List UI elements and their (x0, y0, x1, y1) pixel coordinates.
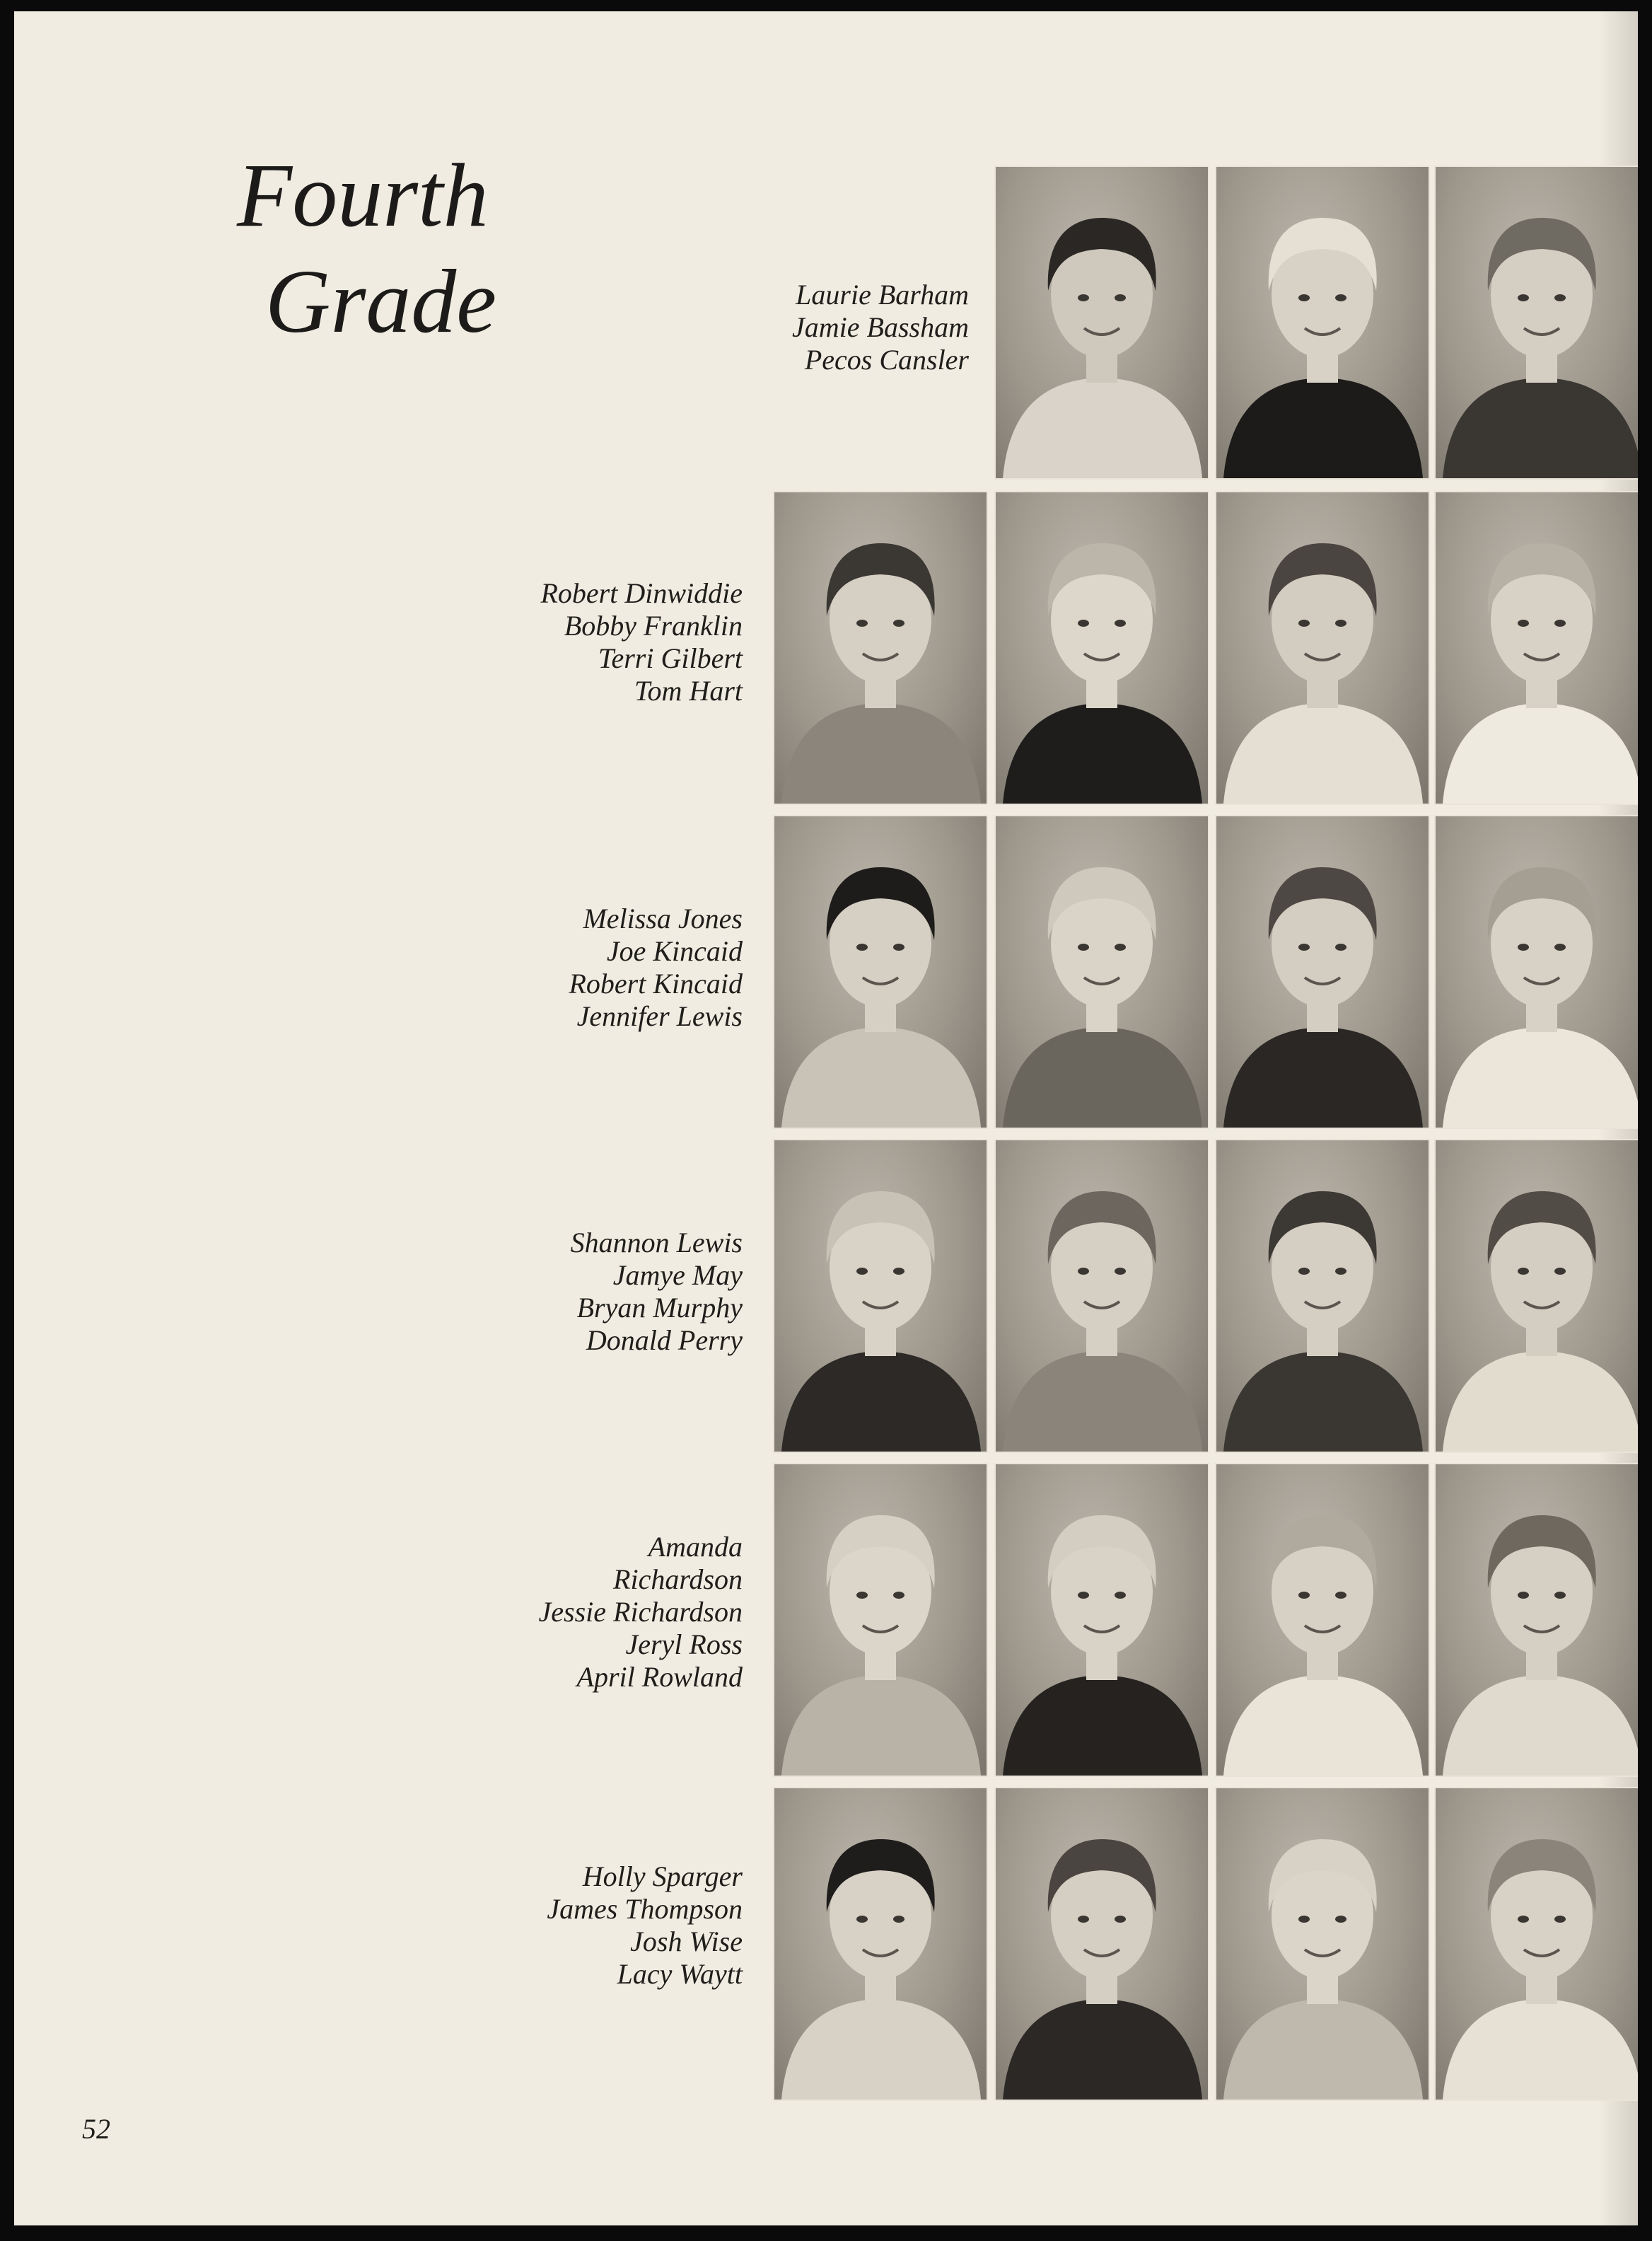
portrait-eye (893, 1916, 904, 1923)
student-portrait (1436, 816, 1638, 1128)
portrait-silhouette (1436, 492, 1638, 804)
portrait-shirt (1443, 1351, 1638, 1452)
portrait-silhouette (1436, 1140, 1638, 1452)
student-portrait (1436, 1788, 1638, 2100)
portrait-silhouette (996, 816, 1208, 1128)
name-list-row-5 (375, 1531, 743, 1693)
portrait-silhouette (1216, 816, 1429, 1128)
student-name: Josh Wise (630, 1926, 743, 1957)
name-list-row-4 (375, 1227, 743, 1357)
student-name: Shannon Lewis (570, 1227, 743, 1258)
portrait-eye (1335, 1916, 1346, 1923)
title-line-2: Grade (265, 251, 497, 352)
student-portrait (1216, 492, 1429, 804)
portrait-shirt (1443, 378, 1638, 478)
portrait-eye (1518, 294, 1529, 301)
portrait-shirt (1003, 1999, 1202, 2100)
portrait-eye (1298, 1916, 1310, 1923)
portrait-eye (1298, 944, 1310, 951)
portrait-silhouette (1436, 1788, 1638, 2100)
student-name: Jamye May (612, 1259, 743, 1291)
student-name: Jamie Bassham (792, 311, 969, 343)
portrait-eye (1518, 1916, 1529, 1923)
portrait-eye (1078, 944, 1089, 951)
portrait-eye (856, 1916, 868, 1923)
portrait-shirt (781, 1999, 981, 2100)
portrait-silhouette (1216, 167, 1429, 478)
student-portrait (996, 816, 1208, 1128)
portrait-silhouette (996, 492, 1208, 804)
portrait-eye (1078, 620, 1089, 627)
portrait-shirt (1443, 703, 1638, 804)
portrait-eye (1518, 944, 1529, 951)
portrait-eye (1554, 1592, 1566, 1599)
portrait-eye (1115, 620, 1126, 627)
portrait-shirt (1003, 1675, 1202, 1776)
student-name: Holly Sparger (582, 1860, 743, 1892)
portrait-shirt (781, 703, 981, 804)
portrait-silhouette (996, 1464, 1208, 1776)
portrait-silhouette (1216, 1788, 1429, 2100)
student-name: Jennifer Lewis (576, 1000, 743, 1032)
portrait-eye (1554, 294, 1566, 301)
portrait-eye (1335, 1592, 1346, 1599)
portrait-silhouette (1216, 492, 1429, 804)
student-name: James Thompson (547, 1893, 743, 1925)
portrait-shirt (1223, 1675, 1423, 1776)
portrait-eye (893, 620, 904, 627)
student-name: Bryan Murphy (576, 1292, 743, 1324)
student-name: April Rowland (576, 1661, 743, 1693)
student-name: Lacy Waytt (617, 1958, 743, 1990)
student-name: Jessie Richardson (538, 1596, 743, 1628)
portrait-eye (1298, 620, 1310, 627)
student-portrait (774, 492, 987, 804)
student-portrait (996, 1140, 1208, 1452)
portrait-shirt (1223, 1999, 1423, 2100)
student-portrait (1216, 816, 1429, 1128)
student-portrait (1436, 167, 1638, 478)
student-name: Amanda (648, 1531, 743, 1563)
student-name: Richardson (613, 1563, 743, 1595)
student-portrait (1436, 1140, 1638, 1452)
portrait-eye (1335, 620, 1346, 627)
portrait-shirt (1443, 1027, 1638, 1128)
student-name: Jeryl Ross (625, 1628, 743, 1660)
student-portrait (1216, 1140, 1429, 1452)
title-line-1: Fourth (237, 145, 489, 245)
name-list-row-2 (375, 577, 743, 707)
portrait-shirt (1003, 703, 1202, 804)
student-name: Joe Kincaid (606, 935, 743, 967)
student-name: Robert Dinwiddie (540, 577, 743, 609)
student-name: Donald Perry (586, 1324, 743, 1356)
portrait-eye (1554, 1268, 1566, 1275)
student-name: Robert Kincaid (569, 968, 743, 1000)
portrait-eye (1298, 1592, 1310, 1599)
portrait-eye (856, 1592, 868, 1599)
portrait-shirt (781, 1027, 981, 1128)
portrait-eye (1078, 294, 1089, 301)
student-portrait (1436, 1464, 1638, 1776)
portrait-eye (1115, 1268, 1126, 1275)
portrait-eye (1115, 944, 1126, 951)
name-list-row-3 (375, 903, 743, 1033)
page-title (237, 142, 555, 354)
portrait-shirt (1443, 1999, 1638, 2100)
portrait-eye (893, 1268, 904, 1275)
portrait-silhouette (1436, 167, 1638, 478)
student-portrait (1216, 1788, 1429, 2100)
portrait-shirt (1003, 378, 1202, 478)
portrait-eye (1335, 294, 1346, 301)
student-portrait (774, 1140, 987, 1452)
portrait-shirt (1223, 378, 1423, 478)
portrait-eye (1335, 944, 1346, 951)
student-name: Terri Gilbert (598, 642, 743, 674)
portrait-eye (1115, 1916, 1126, 1923)
portrait-eye (893, 944, 904, 951)
portrait-eye (856, 944, 868, 951)
portrait-eye (1078, 1592, 1089, 1599)
portrait-silhouette (774, 1788, 987, 2100)
portrait-shirt (781, 1351, 981, 1452)
student-name: Bobby Franklin (564, 610, 743, 642)
portrait-silhouette (774, 1464, 987, 1776)
portrait-shirt (1223, 703, 1423, 804)
portrait-silhouette (996, 167, 1208, 478)
portrait-shirt (781, 1675, 981, 1776)
name-list-row-1 (601, 279, 969, 376)
portrait-silhouette (774, 1140, 987, 1452)
student-name: Melissa Jones (583, 903, 743, 934)
portrait-eye (856, 620, 868, 627)
student-portrait (996, 167, 1208, 478)
student-portrait (774, 1788, 987, 2100)
student-portrait (996, 1464, 1208, 1776)
portrait-eye (893, 1592, 904, 1599)
portrait-eye (1298, 294, 1310, 301)
portrait-shirt (1223, 1027, 1423, 1128)
student-portrait (1216, 1464, 1429, 1776)
portrait-eye (1554, 1916, 1566, 1923)
portrait-silhouette (1436, 816, 1638, 1128)
portrait-eye (1554, 944, 1566, 951)
portrait-eye (1078, 1916, 1089, 1923)
portrait-eye (856, 1268, 868, 1275)
portrait-eye (1298, 1268, 1310, 1275)
portrait-eye (1518, 1268, 1529, 1275)
student-portrait (1436, 492, 1638, 804)
portrait-shirt (1003, 1351, 1202, 1452)
portrait-shirt (1223, 1351, 1423, 1452)
portrait-eye (1335, 1268, 1346, 1275)
portrait-silhouette (996, 1788, 1208, 2100)
portrait-shirt (1003, 1027, 1202, 1128)
student-portrait (774, 1464, 987, 1776)
page-number: 52 (82, 2113, 110, 2145)
portrait-silhouette (774, 492, 987, 804)
portrait-eye (1518, 1592, 1529, 1599)
portrait-eye (1115, 1592, 1126, 1599)
student-name: Pecos Cansler (804, 344, 969, 376)
portrait-silhouette (774, 816, 987, 1128)
portrait-eye (1554, 620, 1566, 627)
portrait-silhouette (1216, 1140, 1429, 1452)
portrait-silhouette (996, 1140, 1208, 1452)
portrait-silhouette (1216, 1464, 1429, 1776)
portrait-silhouette (1436, 1464, 1638, 1776)
student-name: Laurie Barham (796, 279, 969, 311)
yearbook-page (14, 11, 1638, 2225)
portrait-eye (1518, 620, 1529, 627)
portrait-shirt (1443, 1675, 1638, 1776)
student-portrait (774, 816, 987, 1128)
portrait-eye (1115, 294, 1126, 301)
student-portrait (996, 492, 1208, 804)
portrait-eye (1078, 1268, 1089, 1275)
student-name: Tom Hart (634, 675, 743, 707)
student-portrait (996, 1788, 1208, 2100)
name-list-row-6 (375, 1860, 743, 1991)
student-portrait (1216, 167, 1429, 478)
